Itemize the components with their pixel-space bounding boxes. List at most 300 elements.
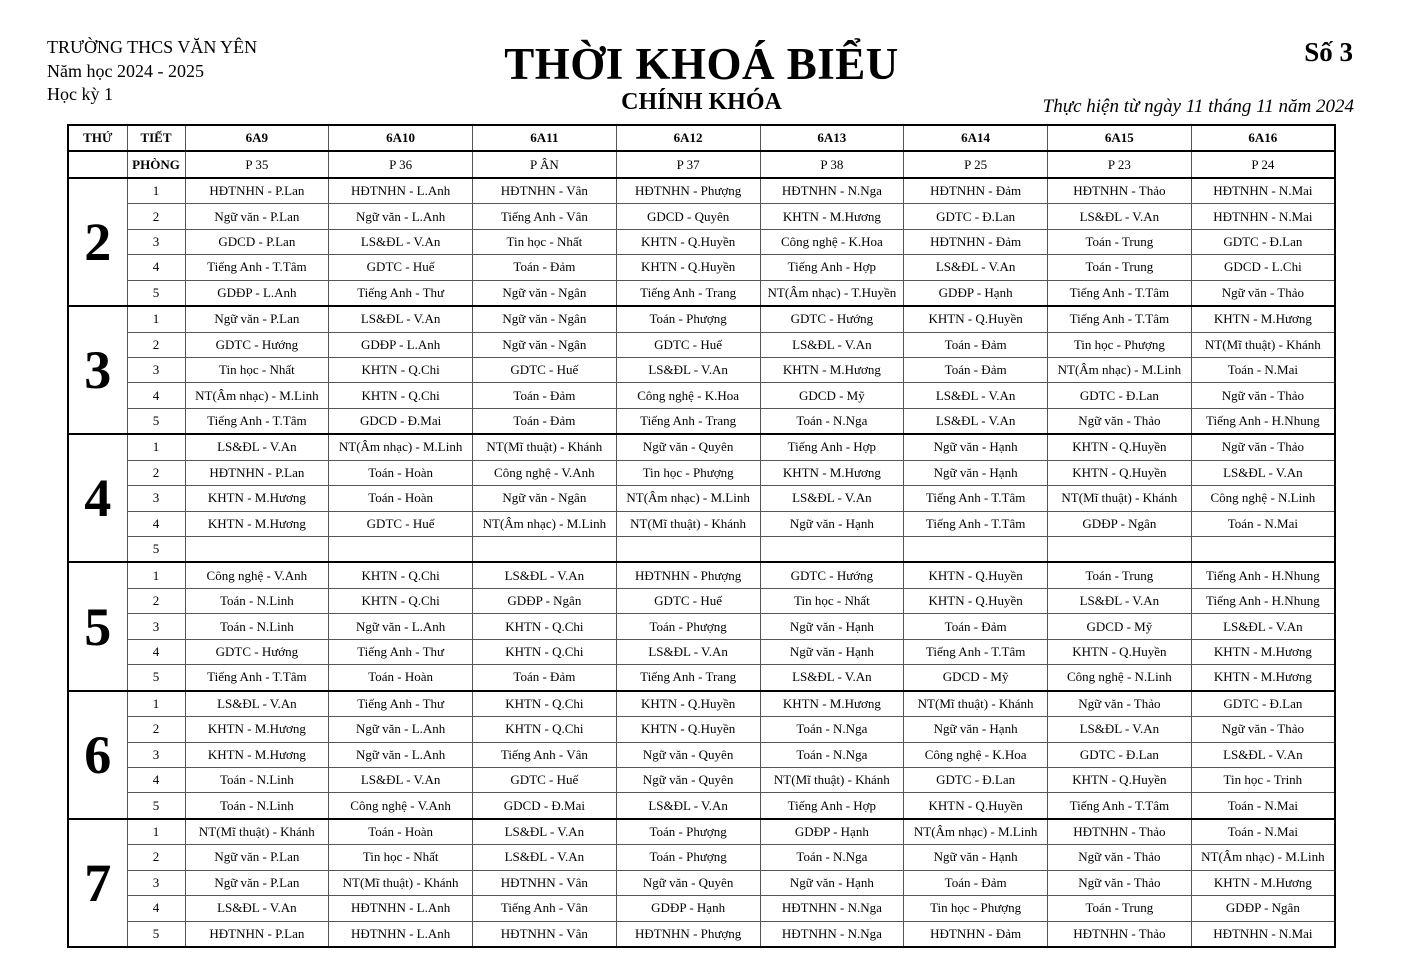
lesson-cell: NT(Mĩ thuật) - Khánh (760, 767, 904, 792)
lesson-cell: Ngữ văn - P.Lan (185, 870, 329, 895)
lesson-cell: Tin học - Nhất (185, 357, 329, 382)
lesson-cell: HĐTNHN - Vân (473, 921, 617, 947)
table-row (68, 332, 1335, 357)
lesson-cell: GDĐP - Hạnh (760, 819, 904, 845)
day-label: 4 (68, 434, 127, 562)
lesson-cell: HĐTNHN - Phượng (616, 562, 760, 588)
period-number: 4 (127, 511, 185, 536)
lesson-cell: LS&ĐL - V.An (760, 665, 904, 691)
period-number: 4 (127, 639, 185, 664)
lesson-cell: GDTC - Hướng (185, 639, 329, 664)
lesson-cell: GDCD - L.Chi (1191, 255, 1335, 280)
lesson-cell: GDCD - Đ.Mai (329, 408, 473, 434)
lesson-cell: Toán - Phượng (616, 614, 760, 639)
lesson-cell (1191, 537, 1335, 563)
lesson-cell: Toán - Phượng (616, 306, 760, 332)
room-cell: P 35 (185, 151, 329, 177)
table-row (68, 614, 1335, 639)
lesson-cell: Toán - N.Nga (760, 742, 904, 767)
room-cell: P 36 (329, 151, 473, 177)
lesson-cell: Công nghệ - V.Anh (329, 793, 473, 819)
table-row (68, 921, 1335, 947)
class-header: 6A10 (329, 125, 473, 151)
class-header: 6A14 (904, 125, 1048, 151)
period-number: 2 (127, 717, 185, 742)
lesson-cell: NT(Âm nhạc) - M.Linh (185, 383, 329, 408)
period-column-header: TIẾT (127, 125, 185, 151)
room-cell: P 23 (1048, 151, 1192, 177)
lesson-cell: Ngữ văn - Hạnh (904, 434, 1048, 460)
period-number: 3 (127, 870, 185, 895)
lesson-cell: Tin học - Nhất (760, 588, 904, 613)
lesson-cell: LS&ĐL - V.An (473, 845, 617, 870)
lesson-cell: GDCD - Mỹ (1048, 614, 1192, 639)
lesson-cell: LS&ĐL - V.An (904, 383, 1048, 408)
period-number: 5 (127, 793, 185, 819)
lesson-cell: Tiếng Anh - Thư (329, 691, 473, 717)
lesson-cell: GDTC - Đ.Lan (904, 767, 1048, 792)
day-label: 3 (68, 306, 127, 434)
period-number: 4 (127, 896, 185, 921)
lesson-cell: GDTC - Hướng (185, 332, 329, 357)
lesson-cell: KHTN - M.Hương (185, 717, 329, 742)
period-number: 5 (127, 537, 185, 563)
table-row (68, 767, 1335, 792)
lesson-cell: GDCD - Mỹ (904, 665, 1048, 691)
lesson-cell: LS&ĐL - V.An (1191, 742, 1335, 767)
lesson-cell: GDCD - Quyên (616, 204, 760, 229)
lesson-cell: Toán - Trung (1048, 562, 1192, 588)
period-number: 4 (127, 767, 185, 792)
lesson-cell (473, 537, 617, 563)
lesson-cell: KHTN - M.Hương (1191, 306, 1335, 332)
lesson-cell: Ngữ văn - P.Lan (185, 204, 329, 229)
lesson-cell: Công nghệ - V.Anh (185, 562, 329, 588)
class-header: 6A13 (760, 125, 904, 151)
table-row (68, 178, 1335, 204)
lesson-cell: KHTN - Q.Huyền (904, 306, 1048, 332)
period-number: 1 (127, 819, 185, 845)
table-row (68, 486, 1335, 511)
lesson-cell: Toán - N.Nga (760, 717, 904, 742)
lesson-cell: Toán - Trung (1048, 255, 1192, 280)
lesson-cell: HĐTNHN - N.Nga (760, 921, 904, 947)
lesson-cell: NT(Âm nhạc) - M.Linh (329, 434, 473, 460)
period-number: 5 (127, 280, 185, 306)
lesson-cell: GDCD - P.Lan (185, 229, 329, 254)
lesson-cell: LS&ĐL - V.An (1191, 614, 1335, 639)
lesson-cell: NT(Mĩ thuật) - Khánh (185, 819, 329, 845)
lesson-cell: Toán - N.Linh (185, 767, 329, 792)
lesson-cell: KHTN - M.Hương (185, 486, 329, 511)
lesson-cell: Tiếng Anh - Trang (616, 665, 760, 691)
lesson-cell: Ngữ văn - L.Anh (329, 204, 473, 229)
lesson-cell: Tin học - Trinh (1191, 767, 1335, 792)
lesson-cell: KHTN - M.Hương (185, 511, 329, 536)
lesson-cell: HĐTNHN - P.Lan (185, 460, 329, 485)
lesson-cell: KHTN - Q.Huyền (1048, 460, 1192, 485)
lesson-cell: NT(Âm nhạc) - M.Linh (904, 819, 1048, 845)
lesson-cell: HĐTNHN - Đảm (904, 921, 1048, 947)
lesson-cell: Toán - N.Mai (1191, 511, 1335, 536)
lesson-cell: Ngữ văn - Quyên (616, 434, 760, 460)
class-header: 6A11 (473, 125, 617, 151)
period-number: 1 (127, 306, 185, 332)
lesson-cell: GDTC - Huế (473, 357, 617, 382)
lesson-cell (1048, 537, 1192, 563)
lesson-cell: Toán - Hoàn (329, 819, 473, 845)
lesson-cell: HĐTNHN - N.Mai (1191, 178, 1335, 204)
lesson-cell: KHTN - M.Hương (760, 204, 904, 229)
lesson-cell: Tiếng Anh - H.Nhung (1191, 562, 1335, 588)
lesson-cell: NT(Mĩ thuật) - Khánh (904, 691, 1048, 717)
lesson-cell: LS&ĐL - V.An (185, 896, 329, 921)
table-row (68, 255, 1335, 280)
lesson-cell: Công nghệ - N.Linh (1048, 665, 1192, 691)
period-number: 5 (127, 665, 185, 691)
lesson-cell: LS&ĐL - V.An (329, 767, 473, 792)
lesson-cell: Tiếng Anh - Trang (616, 280, 760, 306)
period-number: 4 (127, 255, 185, 280)
table-row (68, 562, 1335, 588)
period-number: 5 (127, 921, 185, 947)
lesson-cell: Toán - N.Linh (185, 588, 329, 613)
lesson-cell: Ngữ văn - Thảo (1048, 691, 1192, 717)
lesson-cell: GDTC - Đ.Lan (904, 204, 1048, 229)
room-label: PHÒNG (127, 151, 185, 177)
lesson-cell: Tiếng Anh - T.Tâm (904, 639, 1048, 664)
lesson-cell: GDTC - Đ.Lan (1048, 383, 1192, 408)
lesson-cell: GDTC - Đ.Lan (1191, 229, 1335, 254)
lesson-cell: KHTN - Q.Chi (473, 614, 617, 639)
table-row (68, 306, 1335, 332)
table-row (68, 511, 1335, 536)
lesson-cell: LS&ĐL - V.An (616, 793, 760, 819)
lesson-cell: Tiếng Anh - Trang (616, 408, 760, 434)
lesson-cell: Tiếng Anh - Vân (473, 742, 617, 767)
lesson-cell: Ngữ văn - Ngân (473, 486, 617, 511)
room-cell: P 38 (760, 151, 904, 177)
lesson-cell: GDTC - Huế (616, 332, 760, 357)
lesson-cell: NT(Âm nhạc) - M.Linh (616, 486, 760, 511)
lesson-cell: GDCD - Mỹ (760, 383, 904, 408)
table-row (68, 896, 1335, 921)
lesson-cell: Ngữ văn - Quyên (616, 767, 760, 792)
table-row (68, 639, 1335, 664)
table-row (68, 742, 1335, 767)
lesson-cell: NT(Mĩ thuật) - Khánh (473, 434, 617, 460)
lesson-cell: Toán - Đảm (904, 614, 1048, 639)
lesson-cell: Tiếng Anh - T.Tâm (1048, 306, 1192, 332)
lesson-cell (904, 537, 1048, 563)
lesson-cell: Công nghệ - K.Hoa (760, 229, 904, 254)
school-name: TRƯỜNG THCS VĂN YÊN (47, 37, 258, 57)
table-row (68, 537, 1335, 563)
lesson-cell: KHTN - M.Hương (760, 691, 904, 717)
lesson-cell: Ngữ văn - Hạnh (904, 845, 1048, 870)
period-number: 1 (127, 434, 185, 460)
lesson-cell: Tiếng Anh - T.Tâm (904, 486, 1048, 511)
lesson-cell: Toán - N.Mai (1191, 819, 1335, 845)
lesson-cell: HĐTNHN - N.Nga (760, 178, 904, 204)
lesson-cell: GDĐP - L.Anh (185, 280, 329, 306)
lesson-cell: Tin học - Phượng (616, 460, 760, 485)
lesson-cell: GDTC - Huế (473, 767, 617, 792)
lesson-cell: KHTN - Q.Huyền (904, 793, 1048, 819)
table-row (68, 665, 1335, 691)
lesson-cell: LS&ĐL - V.An (1048, 204, 1192, 229)
lesson-cell: Ngữ văn - Hạnh (760, 639, 904, 664)
lesson-cell: GDTC - Huế (329, 511, 473, 536)
lesson-cell: KHTN - Q.Chi (329, 357, 473, 382)
lesson-cell: HĐTNHN - Thảo (1048, 819, 1192, 845)
lesson-cell: Ngữ văn - L.Anh (329, 717, 473, 742)
lesson-cell: Ngữ văn - Quyên (616, 742, 760, 767)
period-number: 4 (127, 383, 185, 408)
period-number: 3 (127, 742, 185, 767)
class-header: 6A15 (1048, 125, 1192, 151)
room-row (68, 151, 1335, 177)
lesson-cell: Toán - N.Mai (1191, 357, 1335, 382)
lesson-cell: HĐTNHN - N.Mai (1191, 204, 1335, 229)
day-column-header: THỨ (68, 125, 127, 151)
lesson-cell: HĐTNHN - Vân (473, 870, 617, 895)
lesson-cell: Toán - N.Nga (760, 845, 904, 870)
lesson-cell: Toán - Đảm (904, 870, 1048, 895)
lesson-cell: Toán - N.Linh (185, 793, 329, 819)
table-row (68, 204, 1335, 229)
table-row (68, 588, 1335, 613)
table-row (68, 408, 1335, 434)
lesson-cell: Ngữ văn - Hạnh (760, 614, 904, 639)
lesson-cell: GDTC - Đ.Lan (1191, 691, 1335, 717)
lesson-cell: NT(Âm nhạc) - T.Huyền (760, 280, 904, 306)
lesson-cell: HĐTNHN - P.Lan (185, 178, 329, 204)
lesson-cell: KHTN - Q.Huyền (616, 691, 760, 717)
lesson-cell: Ngữ văn - L.Anh (329, 742, 473, 767)
lesson-cell: Ngữ văn - Quyên (616, 870, 760, 895)
room-row-spacer (68, 151, 127, 177)
lesson-cell: KHTN - Q.Huyền (616, 229, 760, 254)
lesson-cell (185, 537, 329, 563)
lesson-cell: Tiếng Anh - Vân (473, 204, 617, 229)
period-number: 2 (127, 460, 185, 485)
lesson-cell: LS&ĐL - V.An (185, 434, 329, 460)
lesson-cell: NT(Mĩ thuật) - Khánh (1048, 486, 1192, 511)
lesson-cell: Toán - Đảm (473, 665, 617, 691)
lesson-cell: GDTC - Hướng (760, 306, 904, 332)
lesson-cell: KHTN - M.Hương (760, 357, 904, 382)
lesson-cell: Ngữ văn - P.Lan (185, 845, 329, 870)
lesson-cell: HĐTNHN - L.Anh (329, 921, 473, 947)
lesson-cell: GDĐP - Hạnh (904, 280, 1048, 306)
lesson-cell: HĐTNHN - Đảm (904, 178, 1048, 204)
lesson-cell: KHTN - Q.Chi (473, 639, 617, 664)
class-header: 6A9 (185, 125, 329, 151)
lesson-cell: LS&ĐL - V.An (329, 306, 473, 332)
lesson-cell: NT(Âm nhạc) - M.Linh (1191, 845, 1335, 870)
lesson-cell: KHTN - Q.Huyền (1048, 767, 1192, 792)
day-label: 7 (68, 819, 127, 947)
lesson-cell: KHTN - Q.Huyền (616, 717, 760, 742)
table-row (68, 229, 1335, 254)
lesson-cell: Ngữ văn - Thảo (1191, 383, 1335, 408)
lesson-cell: Toán - N.Linh (185, 614, 329, 639)
day-label: 6 (68, 691, 127, 819)
lesson-cell: LS&ĐL - V.An (1048, 588, 1192, 613)
lesson-cell: Ngữ văn - Thảo (1191, 434, 1335, 460)
lesson-cell: NT(Âm nhạc) - M.Linh (1048, 357, 1192, 382)
lesson-cell: NT(Mĩ thuật) - Khánh (616, 511, 760, 536)
lesson-cell: Toán - Phượng (616, 819, 760, 845)
lesson-cell: KHTN - M.Hương (185, 742, 329, 767)
period-number: 3 (127, 229, 185, 254)
lesson-cell: KHTN - Q.Huyền (904, 588, 1048, 613)
lesson-cell: Toán - Đảm (904, 332, 1048, 357)
table-row (68, 460, 1335, 485)
lesson-cell: Tiếng Anh - Hợp (760, 793, 904, 819)
room-cell: P 24 (1191, 151, 1335, 177)
lesson-cell: KHTN - Q.Huyền (1048, 639, 1192, 664)
lesson-cell (329, 537, 473, 563)
lesson-cell: Toán - Đảm (473, 408, 617, 434)
semester: Học kỳ 1 (47, 84, 113, 104)
lesson-cell (760, 537, 904, 563)
lesson-cell: Tin học - Phượng (904, 896, 1048, 921)
lesson-cell: Ngữ văn - P.Lan (185, 306, 329, 332)
lesson-cell: KHTN - Q.Huyền (904, 562, 1048, 588)
period-number: 1 (127, 562, 185, 588)
lesson-cell: Toán - Đảm (473, 255, 617, 280)
period-number: 3 (127, 486, 185, 511)
lesson-cell: Tiếng Anh - H.Nhung (1191, 588, 1335, 613)
lesson-cell: HĐTNHN - P.Lan (185, 921, 329, 947)
lesson-cell: GDĐP - L.Anh (329, 332, 473, 357)
lesson-cell: KHTN - Q.Huyền (1048, 434, 1192, 460)
lesson-cell: LS&ĐL - V.An (760, 486, 904, 511)
period-number: 2 (127, 845, 185, 870)
lesson-cell: Toán - Trung (1048, 229, 1192, 254)
lesson-cell: Toán - N.Nga (760, 408, 904, 434)
day-label: 2 (68, 178, 127, 306)
table-row (68, 691, 1335, 717)
lesson-cell: KHTN - Q.Chi (329, 383, 473, 408)
lesson-cell: KHTN - Q.Chi (473, 717, 617, 742)
lesson-cell: Tiếng Anh - Thư (329, 639, 473, 664)
lesson-cell: KHTN - Q.Chi (329, 562, 473, 588)
lesson-cell: LS&ĐL - V.An (185, 691, 329, 717)
period-number: 2 (127, 204, 185, 229)
lesson-cell: GDTC - Hướng (760, 562, 904, 588)
lesson-cell: GDĐP - Ngân (1048, 511, 1192, 536)
lesson-cell: Ngữ văn - Thảo (1048, 870, 1192, 895)
room-cell: P ÂN (473, 151, 617, 177)
lesson-cell: Tin học - Nhất (329, 845, 473, 870)
lesson-cell: Ngữ văn - Thảo (1191, 280, 1335, 306)
lesson-cell: Ngữ văn - Hạnh (904, 460, 1048, 485)
period-number: 5 (127, 408, 185, 434)
lesson-cell: Tiếng Anh - T.Tâm (185, 408, 329, 434)
lesson-cell: Ngữ văn - Hạnh (904, 717, 1048, 742)
period-number: 1 (127, 691, 185, 717)
lesson-cell: Toán - N.Mai (1191, 793, 1335, 819)
lesson-cell: Ngữ văn - Hạnh (760, 870, 904, 895)
lesson-cell: HĐTNHN - Đảm (904, 229, 1048, 254)
lesson-cell: Tiếng Anh - T.Tâm (1048, 280, 1192, 306)
lesson-cell: Ngữ văn - L.Anh (329, 614, 473, 639)
lesson-cell: LS&ĐL - V.An (616, 357, 760, 382)
lesson-cell: GDTC - Huế (329, 255, 473, 280)
lesson-cell: GDTC - Huế (616, 588, 760, 613)
lesson-cell: Tiếng Anh - T.Tâm (185, 255, 329, 280)
lesson-cell: NT(Mĩ thuật) - Khánh (329, 870, 473, 895)
lesson-cell: Công nghệ - K.Hoa (616, 383, 760, 408)
lesson-cell: Tiếng Anh - T.Tâm (904, 511, 1048, 536)
table-row (68, 280, 1335, 306)
room-cell: P 25 (904, 151, 1048, 177)
lesson-cell: LS&ĐL - V.An (904, 255, 1048, 280)
school-year: Năm học 2024 - 2025 (47, 60, 204, 81)
period-number: 1 (127, 178, 185, 204)
lesson-cell: LS&ĐL - V.An (473, 819, 617, 845)
lesson-cell: LS&ĐL - V.An (904, 408, 1048, 434)
lesson-cell: Ngữ văn - Thảo (1048, 845, 1192, 870)
lesson-cell: Toán - Đảm (473, 383, 617, 408)
class-header-row (68, 125, 1335, 151)
lesson-cell: HĐTNHN - Vân (473, 178, 617, 204)
lesson-cell: KHTN - M.Hương (1191, 870, 1335, 895)
table-row (68, 717, 1335, 742)
lesson-cell: HĐTNHN - N.Nga (760, 896, 904, 921)
period-number: 2 (127, 332, 185, 357)
lesson-cell: KHTN - Q.Chi (329, 588, 473, 613)
lesson-cell: Ngữ văn - Hạnh (760, 511, 904, 536)
period-number: 2 (127, 588, 185, 613)
class-header: 6A16 (1191, 125, 1335, 151)
lesson-cell: LS&ĐL - V.An (1048, 717, 1192, 742)
lesson-cell: HĐTNHN - L.Anh (329, 896, 473, 921)
lesson-cell: LS&ĐL - V.An (329, 229, 473, 254)
lesson-cell: Ngữ văn - Ngân (473, 306, 617, 332)
lesson-cell: Toán - Hoàn (329, 665, 473, 691)
lesson-cell: Tiếng Anh - Thư (329, 280, 473, 306)
lesson-cell: Toán - Hoàn (329, 460, 473, 485)
lesson-cell: HĐTNHN - Phượng (616, 921, 760, 947)
lesson-cell: Tiếng Anh - H.Nhung (1191, 408, 1335, 434)
document-number: Số 3 (1304, 37, 1353, 67)
lesson-cell: GDĐP - Hạnh (616, 896, 760, 921)
lesson-cell: LS&ĐL - V.An (616, 639, 760, 664)
lesson-cell: Ngữ văn - Thảo (1048, 408, 1192, 434)
lesson-cell: Ngữ văn - Ngân (473, 280, 617, 306)
lesson-cell: HĐTNHN - Phượng (616, 178, 760, 204)
lesson-cell: Tiếng Anh - T.Tâm (1048, 793, 1192, 819)
table-row (68, 383, 1335, 408)
lesson-cell: GDTC - Đ.Lan (1048, 742, 1192, 767)
lesson-cell: KHTN - M.Hương (1191, 639, 1335, 664)
lesson-cell: NT(Mĩ thuật) - Khánh (1191, 332, 1335, 357)
table-row (68, 845, 1335, 870)
room-cell: P 37 (616, 151, 760, 177)
lesson-cell: Toán - Trung (1048, 896, 1192, 921)
lesson-cell: Ngữ văn - Ngân (473, 332, 617, 357)
lesson-cell: Tiếng Anh - Vân (473, 896, 617, 921)
lesson-cell: LS&ĐL - V.An (760, 332, 904, 357)
lesson-cell: GDĐP - Ngân (1191, 896, 1335, 921)
lesson-cell (616, 537, 760, 563)
table-row (68, 819, 1335, 845)
lesson-cell: Tiếng Anh - T.Tâm (185, 665, 329, 691)
